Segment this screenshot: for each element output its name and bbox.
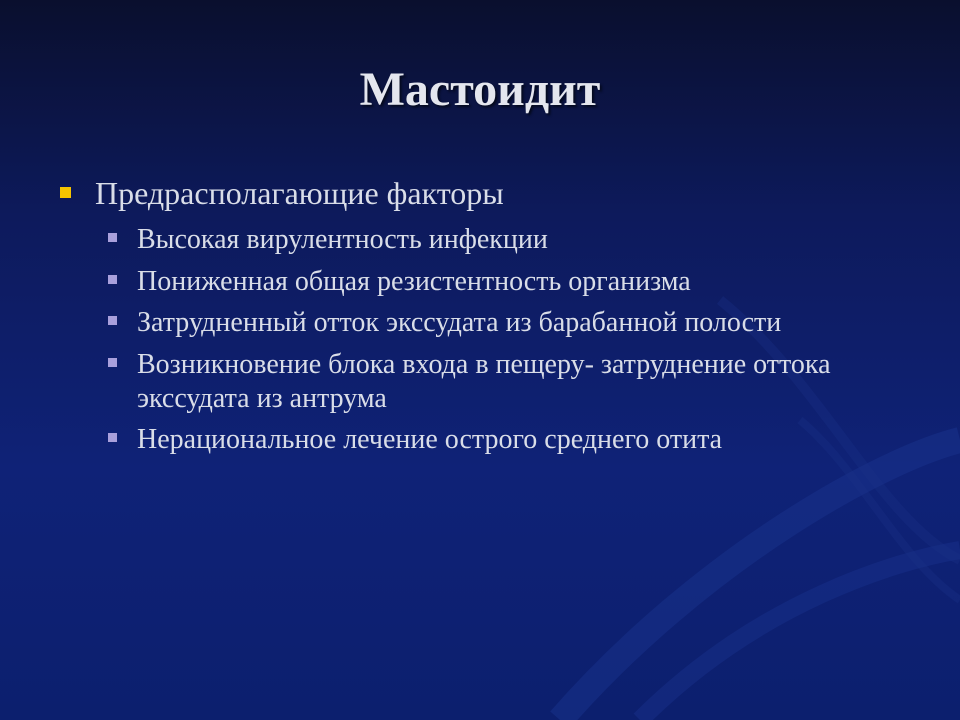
slide-content: [60, 176, 940, 465]
square-bullet-icon: [108, 433, 117, 442]
sub-bullet-item: [108, 423, 940, 457]
sub-bullet-text: Высокая вирулентность инфекции: [137, 224, 548, 256]
sub-bullet-list: [108, 223, 940, 457]
sub-bullet-item: [108, 223, 940, 257]
slide-title: Мастоидит: [359, 63, 601, 116]
sub-bullet-item: [108, 265, 940, 299]
square-bullet-icon: [108, 358, 117, 367]
square-bullet-icon: [108, 275, 117, 284]
sub-bullet-text: Пониженная общая резистентность организма: [137, 265, 691, 297]
sub-bullet-item: [108, 348, 940, 415]
main-bullet-text: Предрасполагающие факторы: [95, 175, 504, 211]
square-bullet-icon: [108, 316, 117, 325]
sub-bullet-text: Нерациональное лечение острого среднего отита: [137, 424, 723, 456]
sub-bullet-text: Затрудненный отток экссудата из барабанной полости: [137, 307, 782, 339]
square-bullet-icon: [108, 233, 117, 242]
sub-bullet-text: Возникновение блока входа в пещеру- затруднение оттока экссудата из антрума: [137, 348, 831, 414]
square-bullet-icon: [60, 187, 71, 198]
sub-bullet-item: [108, 306, 940, 340]
main-bullet-item: [60, 176, 940, 211]
